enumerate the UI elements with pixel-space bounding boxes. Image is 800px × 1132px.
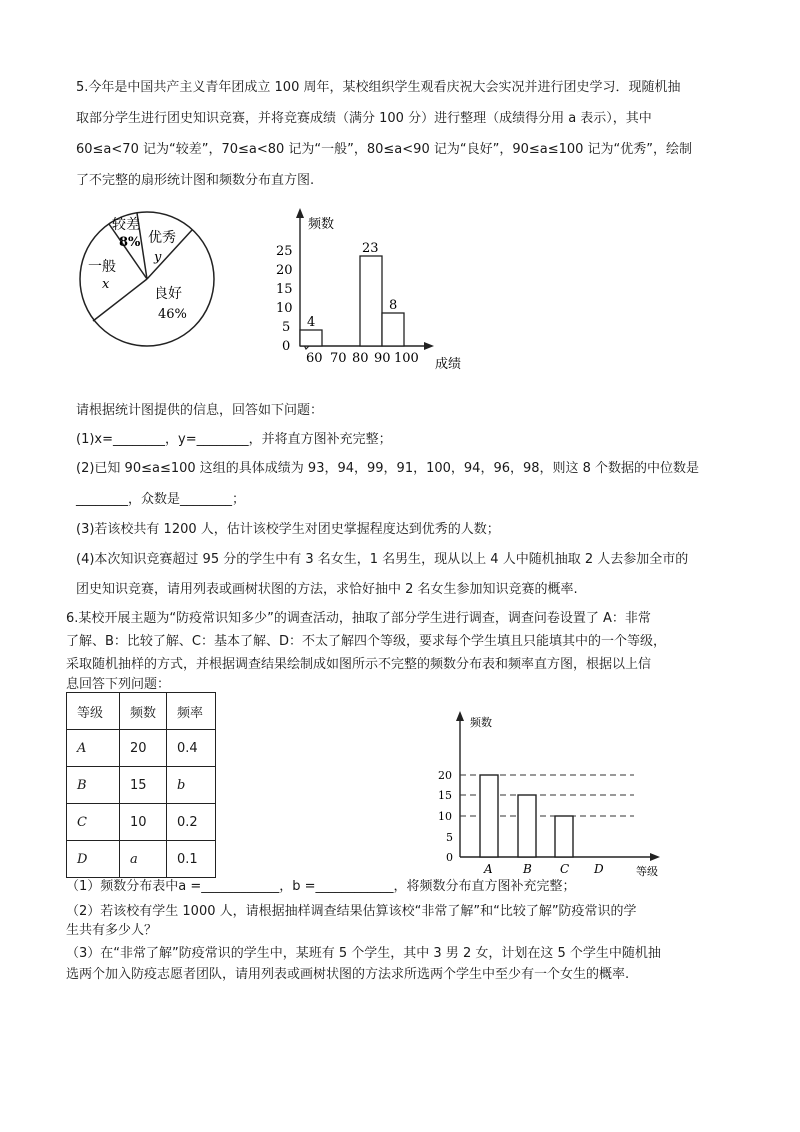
q5-line-4: 了不完整的扇形统计图和频数分布直方图. bbox=[76, 173, 315, 188]
bar-chart-bar-c bbox=[555, 816, 573, 857]
histogram-x-arrow bbox=[424, 342, 434, 350]
bar-chart-xtick-d: D bbox=[594, 862, 604, 876]
table-cell: 0.1 bbox=[167, 841, 216, 878]
q5-after-line-6: (4)本次知识竞赛超过 95 分的学生中有 3 名女生，1 名男生，现从以上 4 人中随机抽取 2 人去参加全市的 bbox=[76, 552, 689, 567]
histogram-chart bbox=[272, 206, 482, 372]
table-header-cell: 等级 bbox=[67, 693, 120, 730]
q6-question-1: （1）频数分布表中a =____________，b =____________，将频数分布直方图补充完整； bbox=[66, 879, 576, 894]
bar-chart-xtick-c: C bbox=[560, 862, 570, 876]
table-cell: 0.2 bbox=[167, 804, 216, 841]
histogram-ytick-20: 20 bbox=[276, 263, 293, 278]
q5-line-1: 5.今年是中国共产主义青年团成立 100 周年，某校组织学生观看庆祝大会实况并进行团史学习．现随机抽 bbox=[76, 80, 681, 95]
q6-line-1: 6.某校开展主题为“防疫常识知多少”的调查活动，抽取了部分学生进行调查，调查问卷设置了 A：非常 bbox=[66, 611, 651, 626]
table-row bbox=[67, 730, 216, 767]
table-row bbox=[67, 841, 216, 878]
q6-question-2: （2）若该校有学生 1000 人，请根据抽样调查结果估算该校“非常了解”和“比较了解”防疫常识的学 bbox=[66, 904, 637, 919]
bar-chart-x-arrow bbox=[650, 853, 660, 861]
frequency-table bbox=[66, 692, 216, 878]
histogram-bar-80-90 bbox=[360, 256, 382, 346]
histogram-ylabel: 频数 bbox=[308, 217, 335, 232]
pie-label-lianghao: 良好 bbox=[154, 286, 182, 302]
table-cell: 10 bbox=[120, 804, 167, 841]
table-row bbox=[67, 804, 216, 841]
histogram-bar-60-70 bbox=[300, 330, 322, 346]
bar-chart-bar-a bbox=[480, 775, 498, 857]
table-cell: 15 bbox=[120, 767, 167, 804]
pie-label-y: y bbox=[154, 250, 162, 265]
histogram-xtick-80: 80 bbox=[352, 351, 369, 366]
pie-label-yiban: 一般 bbox=[88, 259, 116, 275]
pie-label-jiaocha: 较差 bbox=[112, 217, 140, 233]
histogram-bar-label-8: 8 bbox=[389, 298, 398, 313]
histogram-ytick-10: 10 bbox=[276, 301, 293, 316]
pie-chart bbox=[74, 206, 220, 352]
q5-after-line-7: 团史知识竞赛，请用列表或画树状图的方法，求恰好抽中 2 名女生参加知识竞赛的概率. bbox=[76, 582, 578, 597]
q5-after-line-3: (2)已知 90≤a≤100 这组的具体成绩为 93，94，99，91，100，94，96，98，则这 8 个数据的中位数是 bbox=[76, 461, 700, 476]
q6-question-3b: 选两个加入防疫志愿者团队，请用列表或画树状图的方法求所选两个学生中至少有一个女生的概率. bbox=[66, 967, 630, 982]
bar-chart-xtick-b: B bbox=[523, 862, 532, 876]
bar-chart-ylabel: 频数 bbox=[470, 716, 492, 729]
q5-after-line-2: (1)x=________，y=________，并将直方图补充完整； bbox=[76, 432, 392, 447]
bar-chart-bar-b bbox=[518, 795, 536, 857]
pie-label-8pct: 8% bbox=[119, 235, 141, 250]
histogram-xlabel: 成绩 bbox=[435, 357, 462, 372]
table-cell: 0.4 bbox=[167, 730, 216, 767]
q6-line-3: 采取随机抽样的方式，并根据调查结果绘制成如图所示不完整的频数分布表和频率直方图，根据以上信 bbox=[66, 657, 652, 672]
histogram-bar-label-23: 23 bbox=[362, 241, 379, 256]
histogram-y-arrow bbox=[296, 208, 304, 218]
histogram-xtick-90: 90 bbox=[374, 351, 391, 366]
q6-question-2b: 生共有多少人？ bbox=[66, 923, 158, 938]
histogram-ytick-0: 0 bbox=[282, 339, 291, 354]
table-header-row bbox=[67, 693, 216, 730]
table-cell: 20 bbox=[120, 730, 167, 767]
bar-chart-ytick-0: 0 bbox=[446, 851, 453, 864]
q5-after-line-1: 请根据统计图提供的信息，回答如下问题： bbox=[76, 403, 324, 418]
histogram-ytick-5: 5 bbox=[282, 320, 291, 335]
table-cell: b bbox=[167, 767, 216, 804]
bar-chart-ytick-20: 20 bbox=[438, 769, 452, 782]
table-cell: A bbox=[67, 730, 120, 767]
bar-chart-y-arrow bbox=[456, 711, 464, 721]
q6-line-4: 息回答下列问题： bbox=[66, 677, 171, 692]
bar-chart-xtick-a: A bbox=[484, 862, 493, 876]
grade-bar-chart bbox=[428, 704, 674, 880]
pie-label-46pct: 46% bbox=[158, 307, 187, 322]
bar-chart-ytick-15: 15 bbox=[438, 789, 452, 802]
q6-line-2: 了解、B：比较了解、C：基本了解、D：不太了解四个等级，要求每个学生填且只能填其中的一个等级， bbox=[66, 634, 667, 649]
table-cell: a bbox=[120, 841, 167, 878]
q5-after-line-5: (3)若该校共有 1200 人，估计该校学生对团史掌握程度达到优秀的人数； bbox=[76, 522, 500, 537]
table-cell: B bbox=[67, 767, 120, 804]
histogram-ytick-15: 15 bbox=[276, 282, 293, 297]
bar-chart-xlabel: 等级 bbox=[636, 865, 658, 878]
table-cell: D bbox=[67, 841, 120, 878]
histogram-xtick-70: 70 bbox=[330, 351, 347, 366]
histogram-xtick-60: 60 bbox=[306, 351, 323, 366]
table-cell: C bbox=[67, 804, 120, 841]
table-header-cell: 频率 bbox=[167, 693, 216, 730]
pie-label-x: x bbox=[102, 277, 110, 292]
histogram-bar-label-4: 4 bbox=[307, 315, 316, 330]
table-row bbox=[67, 767, 216, 804]
bar-chart-ytick-10: 10 bbox=[438, 810, 452, 823]
q6-question-3: （3）在“非常了解”防疫常识的学生中，某班有 5 个学生，其中 3 男 2 女，计划在这 5 个学生中随机抽 bbox=[66, 946, 661, 961]
histogram-bar-90-100 bbox=[382, 313, 404, 346]
table-header-cell: 频数 bbox=[120, 693, 167, 730]
bar-chart-ytick-5: 5 bbox=[446, 831, 453, 844]
histogram-xtick-100: 100 bbox=[394, 351, 419, 366]
q5-line-3: 60≤a<70 记为“较差”，70≤a<80 记为“一般”，80≤a<90 记为“良好”，90≤a≤100 记为“优秀”，绘制 bbox=[76, 142, 693, 157]
pie-label-youxiu: 优秀 bbox=[148, 230, 176, 246]
histogram-ytick-25: 25 bbox=[276, 244, 293, 259]
q5-after-line-4: ________，众数是________； bbox=[76, 492, 246, 507]
q5-line-2: 取部分学生进行团史知识竞赛，并将竞赛成绩（满分 100 分）进行整理（成绩得分用 a 表示），其中 bbox=[76, 111, 652, 126]
